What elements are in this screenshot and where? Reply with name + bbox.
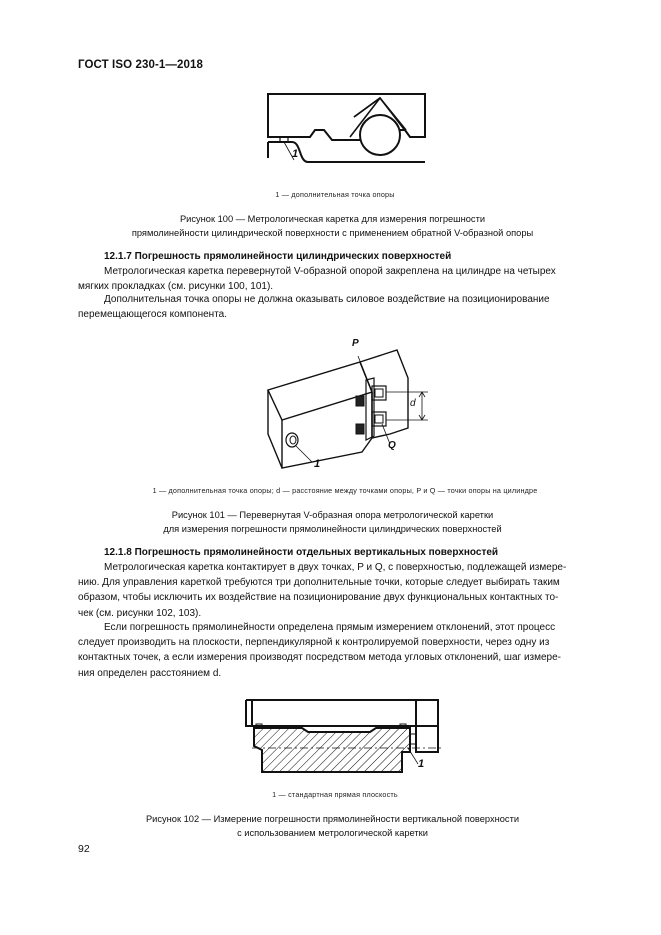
- paragraph-line: образом, чтобы исключить их воздействие на позиционирование двух функциональных контактных то-: [78, 592, 559, 604]
- section-12-1-7-heading: 12.1.7 Погрешность прямолинейности цилиндрических поверхностей: [104, 251, 452, 262]
- figure-100-legend: 1 — дополнительная точка опоры: [275, 190, 395, 199]
- paragraph-line: перемещающегося компонента.: [78, 309, 227, 321]
- page-number: 92: [78, 843, 90, 855]
- paragraph-line: Метрологическая каретка контактирует в двух точках, P и Q, с поверхностью, подлежащей измере-: [104, 562, 567, 573]
- section-12-1-7-paragraph-2: [78, 292, 618, 322]
- figure-101-label-Q: Q: [388, 440, 396, 451]
- figure-101-caption-line-1: Рисунок 101 — Перевернутая V-образная опора метрологической каретки: [171, 510, 494, 520]
- figure-100-caption-line-2: прямолинейности цилиндрической поверхности с применением обратной V-образной опоры: [131, 227, 534, 238]
- section-12-1-8-paragraph-2: [78, 620, 618, 681]
- paragraph-line: чек (см. рисунки 102, 103).: [78, 607, 202, 619]
- figure-101-caption-line-2: для измерения погрешности прямолинейности цилиндрических поверхностей: [163, 523, 502, 534]
- document-code-header: ГОСТ ISO 230-1—2018: [78, 59, 203, 71]
- paragraph-line: Метрологическая каретка перевернутой V-образной опорой закреплена на цилиндре на четырех: [104, 266, 556, 277]
- section-12-1-8-heading: 12.1.8 Погрешность прямолинейности отдельных вертикальных поверхностей: [104, 547, 499, 558]
- paragraph-line: ния определен расстоянием d.: [78, 667, 222, 679]
- figure-102-caption-line-1: Рисунок 102 — Измерение погрешности прямолинейности вертикальной поверхности: [145, 814, 520, 824]
- figure-101-label-d: d: [410, 398, 416, 409]
- figure-101-label-P: P: [352, 338, 359, 349]
- figure-102-caption: [80, 813, 585, 840]
- paragraph-line: Если погрешность прямолинейности определена прямым измерением отклонений, этот процесс: [104, 622, 556, 633]
- figure-101-caption: [80, 509, 585, 536]
- paragraph-line: нию. Для управления кареткой требуются три дополнительные точки, которые следует выбирать таким: [78, 577, 560, 589]
- section-12-1-7-paragraph-1: [78, 264, 618, 294]
- figure-102-caption-line-2: с использованием метрологической каретки: [237, 827, 428, 838]
- figure-100-caption-line-1: Рисунок 100 — Метрологическая каретка для измерения погрешности: [179, 214, 486, 224]
- figure-100-caption: [80, 213, 585, 240]
- paragraph-line: мягких прокладках (см. рисунки 100, 101).: [78, 281, 274, 293]
- figure-101-legend: 1 — дополнительная точка опоры; d — расстояние между точками опоры, P и Q — точки опоры на цилиндре: [152, 486, 538, 495]
- figure-102-drawing: [242, 690, 442, 780]
- paragraph-line: следует производить на плоскости, перпендикулярной к контролируемой поверхности, через одну из: [78, 637, 550, 649]
- paragraph-line: Дополнительная точка опоры не должна оказывать силовое воздействие на позиционирование: [104, 294, 550, 305]
- figure-102-label-1: 1: [418, 758, 425, 770]
- figure-101-label-1: 1: [314, 458, 321, 470]
- figure-102-legend: 1 — стандартная прямая плоскость: [272, 790, 398, 799]
- paragraph-line: контактных точек, а если измерения производят посредством метода угловых отклонений, шаг измере-: [78, 652, 561, 664]
- figure-100-drawing: [260, 90, 430, 170]
- figure-100-label-1: 1: [292, 148, 299, 160]
- section-12-1-8-paragraph-1: [78, 560, 618, 621]
